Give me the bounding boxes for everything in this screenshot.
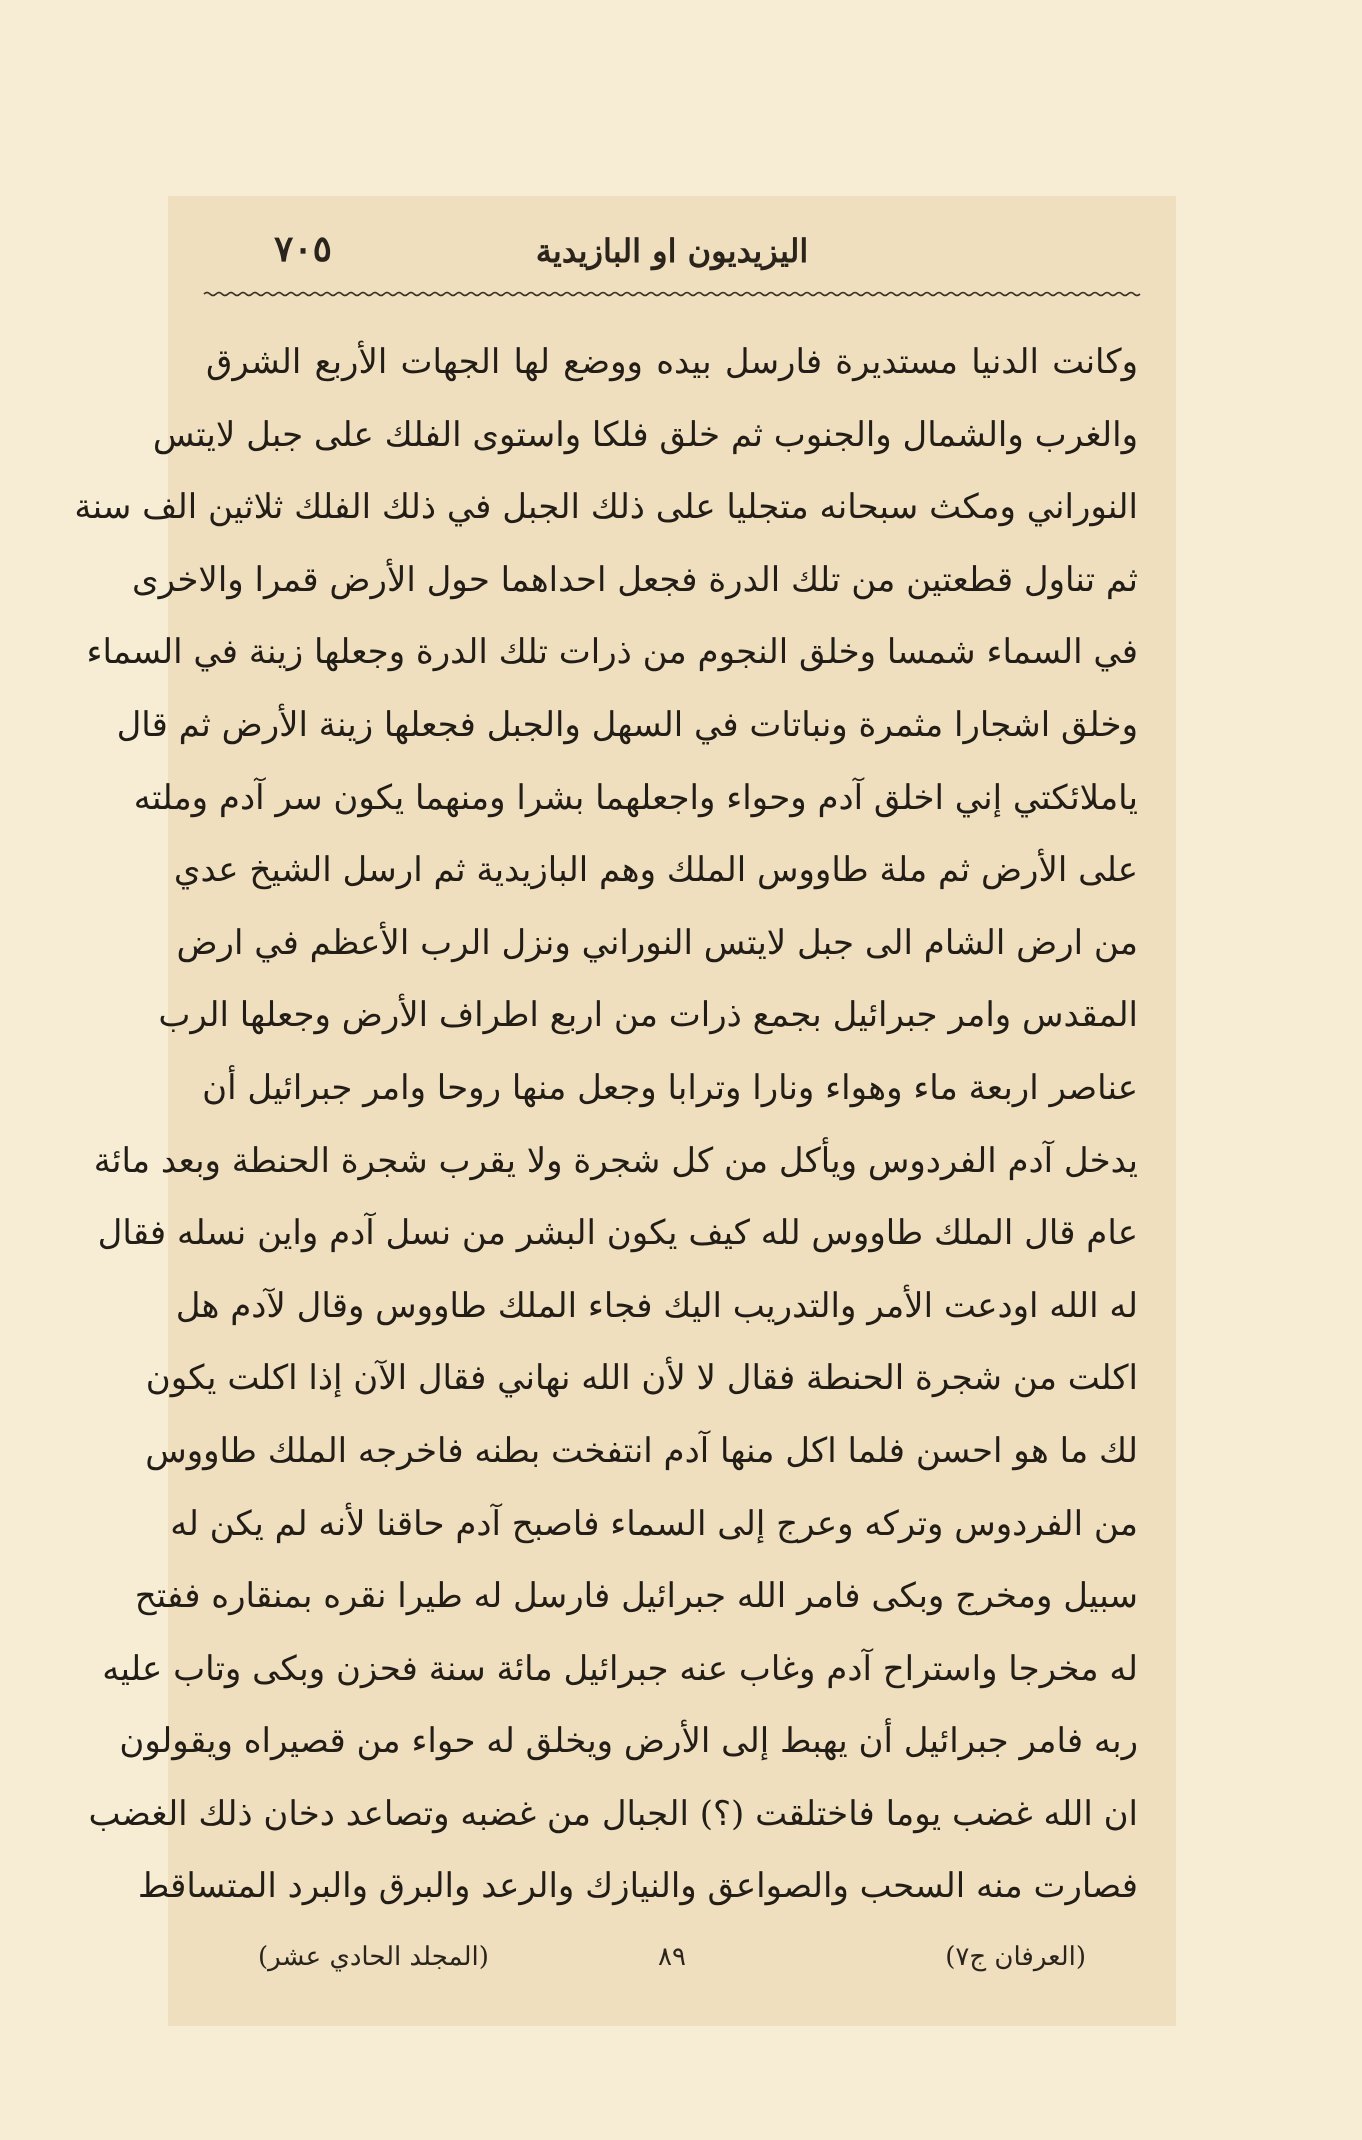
text-line: في السماء شمسا وخلق النجوم من ذرات تلك الدرة وجعلها زينة في السماء [86, 632, 1138, 673]
footer-journal-ref: (العرفان ج٧) [945, 1942, 1086, 1972]
running-title: اليزيديون او البازيدية [535, 232, 809, 270]
text-line: المقدس وامر جبرائيل بجمع ذرات من اربع اطراف الأرض وجعلها الرب [158, 995, 1138, 1036]
text-line: ثم تناول قطعتين من تلك الدرة فجعل احداهما حول الأرض قمرا والاخرى [132, 559, 1138, 600]
text-line: له الله اودعت الأمر والتدريب اليك فجاء الملك طاووس وقال لآدم هل [175, 1285, 1138, 1326]
scanned-page [74, 196, 1176, 2026]
footer-sheet-number: ٨٩ [658, 1942, 686, 1972]
page-number: ٧٠٥ [274, 228, 333, 270]
article-body [74, 326, 1138, 1923]
wavy-line-ornament [204, 288, 1140, 300]
text-line: اكلت من شجرة الحنطة فقال لا لأن الله نهاني فقال الآن إذا اكلت يكون [145, 1358, 1138, 1399]
footer-volume-ref: (المجلد الحادي عشر) [258, 1942, 489, 1972]
text-line: على الأرض ثم ملة طاووس الملك وهم البازيدية ثم ارسل الشيخ عدي [173, 850, 1138, 891]
text-line: لك ما هو احسن فلما اكل منها آدم انتفخت بطنه فاخرجه الملك طاووس [145, 1430, 1138, 1471]
page-header [224, 218, 1120, 288]
text-line: عام قال الملك طاووس لله كيف يكون البشر من نسل آدم واين نسله فقال [97, 1213, 1138, 1254]
text-line: فصارت منه السحب والصواعق والنيازك والرعد والبرق والبرد المتساقط [137, 1866, 1138, 1907]
text-line: النوراني ومكث سبحانه متجليا على ذلك الجبل في ذلك الفلك ثلاثين الف سنة [74, 487, 1138, 528]
text-line: والغرب والشمال والجنوب ثم خلق فلكا واستوى الفلك على جبل لايتس [152, 414, 1138, 455]
text-line: ان الله غضب يوما فاختلقت (؟) الجبال من غضبه وتصاعد دخان ذلك الغضب [88, 1793, 1138, 1834]
text-line: عناصر اربعة ماء وهواء ونارا وترابا وجعل منها روحا وامر جبرائيل أن [202, 1067, 1138, 1108]
text-line: ياملائكتي إني اخلق آدم وحواء واجعلهما بشرا ومنهما يكون سر آدم وملته [133, 777, 1138, 818]
text-line: له مخرجا واستراح آدم وغاب عنه جبرائيل مائة سنة فحزن وبكى وتاب عليه [102, 1648, 1138, 1689]
page-footer [228, 1934, 1116, 1984]
text-line: يدخل آدم الفردوس ويأكل من كل شجرة ولا يقرب شجرة الحنطة وبعد مائة [93, 1140, 1138, 1181]
text-line: وكانت الدنيا مستديرة فارسل بيده ووضع لها الجهات الأربع الشرق [206, 342, 1138, 382]
text-line: ربه فامر جبرائيل أن يهبط إلى الأرض ويخلق له حواء من قصيراه ويقولون [119, 1721, 1138, 1762]
text-line: سبيل ومخرج وبكى فامر الله جبرائيل فارسل له طيرا نقره بمنقاره ففتح [134, 1576, 1138, 1617]
text-line: وخلق اشجارا مثمرة ونباتات في السهل والجبل فجعلها زينة الأرض ثم قال [116, 704, 1138, 745]
text-line: من الفردوس وتركه وعرج إلى السماء فاصبح آدم حاقنا لأنه لم يكن له [170, 1503, 1138, 1544]
wavy-rule-divider [204, 288, 1140, 300]
text-line: من ارض الشام الى جبل لايتس النوراني ونزل الرب الأعظم في ارض [176, 922, 1138, 963]
